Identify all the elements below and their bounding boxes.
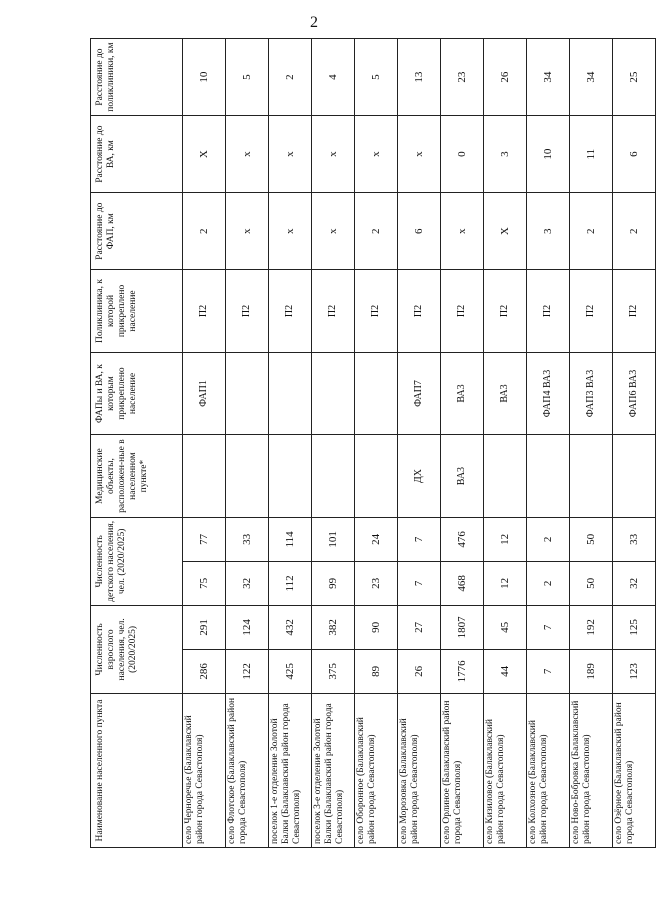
cell-name: село Кизиловое (Балаклавский район города Севастополя): [484, 693, 527, 847]
page-number: 2: [310, 14, 318, 31]
cell-fap-va: [269, 352, 312, 435]
cell-dist-va: 11: [570, 116, 613, 193]
cell-polyclinic: П2: [441, 270, 484, 353]
cell-name: село Колхозное (Балаклавский район города Севастополя): [527, 693, 570, 847]
cell-medical: [355, 435, 398, 518]
cell-child-2025: 2: [527, 517, 570, 561]
cell-name: село Черноречье (Балаклавский район города Севастополя): [183, 693, 226, 847]
cell-dist-va: Х: [183, 116, 226, 193]
cell-polyclinic: П2: [312, 270, 355, 353]
cell-fap-va: ВА3: [484, 352, 527, 435]
settlements-table: [90, 38, 656, 848]
cell-adult-2025: 432: [269, 605, 312, 649]
header-dist-poly: Расстояние до поликлиники, км: [91, 39, 183, 116]
cell-name: село Оборонное (Балаклавский район города Севастополя): [355, 693, 398, 847]
header-dist-va: Расстояние до ВА, км: [91, 116, 183, 193]
cell-dist-fap: х: [226, 193, 269, 270]
cell-medical: [613, 435, 656, 518]
cell-dist-fap: х: [441, 193, 484, 270]
cell-fap-va: [226, 352, 269, 435]
cell-adult-2025: 45: [484, 605, 527, 649]
cell-dist-fap: 6: [398, 193, 441, 270]
cell-child-2025: 12: [484, 517, 527, 561]
cell-adult-2020: 7: [527, 649, 570, 693]
cell-child-2025: 33: [226, 517, 269, 561]
cell-fap-va: ФАП4 ВА3: [527, 352, 570, 435]
cell-polyclinic: П2: [355, 270, 398, 353]
cell-adult-2025: 382: [312, 605, 355, 649]
cell-adult-2020: 286: [183, 649, 226, 693]
cell-dist-fap: 2: [613, 193, 656, 270]
cell-adult-2025: 27: [398, 605, 441, 649]
cell-child-2025: 114: [269, 517, 312, 561]
table-row: [226, 39, 269, 848]
cell-child-2020: 12: [484, 561, 527, 605]
header-name: Наименование населенного пункта: [91, 693, 183, 847]
cell-dist-poly: 13: [398, 39, 441, 116]
cell-child-2020: 23: [355, 561, 398, 605]
cell-fap-va: ФАП1: [183, 352, 226, 435]
cell-polyclinic: П2: [613, 270, 656, 353]
cell-medical: [312, 435, 355, 518]
cell-medical: [269, 435, 312, 518]
cell-medical: ВА3: [441, 435, 484, 518]
cell-child-2025: 77: [183, 517, 226, 561]
table-row: [183, 39, 226, 848]
cell-dist-poly: 23: [441, 39, 484, 116]
cell-adult-2020: 189: [570, 649, 613, 693]
table-row: [269, 39, 312, 848]
cell-child-2020: 112: [269, 561, 312, 605]
cell-adult-2020: 89: [355, 649, 398, 693]
cell-child-2025: 33: [613, 517, 656, 561]
header-adult: Численность взрослого населения, чел. (2020/2025): [91, 605, 183, 693]
cell-name: село Морозовка (Балаклавский район города Севастополя): [398, 693, 441, 847]
cell-name: поселок 3-е отделение Золотой Балки (Балаклавский район города Севастополя): [312, 693, 355, 847]
cell-medical: [570, 435, 613, 518]
table-row: [441, 39, 484, 848]
cell-dist-va: 10: [527, 116, 570, 193]
settlements-table-rotated: [90, 38, 640, 848]
cell-child-2025: 50: [570, 517, 613, 561]
cell-name: село Ново-Бобровка (Балаклавский район города Севастополя): [570, 693, 613, 847]
cell-medical: [484, 435, 527, 518]
cell-dist-poly: 2: [269, 39, 312, 116]
table-row: [355, 39, 398, 848]
cell-child-2020: 7: [398, 561, 441, 605]
header-polyclinic: Поликлиника, к которой прикреплено население: [91, 270, 183, 353]
cell-child-2020: 32: [613, 561, 656, 605]
cell-adult-2020: 425: [269, 649, 312, 693]
header-row: [91, 39, 183, 848]
cell-dist-fap: 2: [570, 193, 613, 270]
table-row: [312, 39, 355, 848]
cell-medical: [527, 435, 570, 518]
cell-polyclinic: П2: [484, 270, 527, 353]
cell-fap-va: [312, 352, 355, 435]
cell-dist-poly: 4: [312, 39, 355, 116]
table-row: [570, 39, 613, 848]
cell-polyclinic: П2: [226, 270, 269, 353]
cell-adult-2025: 124: [226, 605, 269, 649]
cell-dist-fap: Х: [484, 193, 527, 270]
cell-adult-2020: 123: [613, 649, 656, 693]
cell-child-2020: 468: [441, 561, 484, 605]
cell-adult-2025: 1807: [441, 605, 484, 649]
table-row: [484, 39, 527, 848]
header-medical: Медицинские объекты, расположен-ные в населенном пункте*: [91, 435, 183, 518]
cell-dist-va: х: [312, 116, 355, 193]
cell-dist-poly: 10: [183, 39, 226, 116]
cell-adult-2020: 1776: [441, 649, 484, 693]
cell-dist-va: х: [355, 116, 398, 193]
table-row: [613, 39, 656, 848]
cell-polyclinic: П2: [527, 270, 570, 353]
header-fap-va: ФАПы и ВА, к которым прикреплено население: [91, 352, 183, 435]
cell-dist-poly: 5: [355, 39, 398, 116]
cell-dist-fap: 3: [527, 193, 570, 270]
cell-child-2025: 7: [398, 517, 441, 561]
cell-dist-fap: х: [269, 193, 312, 270]
cell-fap-va: ВА3: [441, 352, 484, 435]
cell-dist-poly: 26: [484, 39, 527, 116]
cell-name: поселок 1-е отделение Золотой Балки (Балаклавский район города Севастополя): [269, 693, 312, 847]
cell-medical: ДХ: [398, 435, 441, 518]
cell-adult-2020: 26: [398, 649, 441, 693]
cell-dist-poly: 34: [570, 39, 613, 116]
cell-adult-2025: 125: [613, 605, 656, 649]
cell-medical: [226, 435, 269, 518]
table-row: [527, 39, 570, 848]
cell-dist-fap: 2: [355, 193, 398, 270]
cell-child-2025: 476: [441, 517, 484, 561]
cell-adult-2025: 291: [183, 605, 226, 649]
cell-polyclinic: П2: [570, 270, 613, 353]
cell-child-2020: 32: [226, 561, 269, 605]
cell-fap-va: [355, 352, 398, 435]
cell-child-2020: 2: [527, 561, 570, 605]
cell-adult-2025: 7: [527, 605, 570, 649]
cell-dist-fap: х: [312, 193, 355, 270]
header-child: Численность детского населения, чел. (2020/2025): [91, 517, 183, 605]
cell-adult-2025: 192: [570, 605, 613, 649]
cell-polyclinic: П2: [398, 270, 441, 353]
cell-name: село Орлиное (Балаклавский район города Севастополя): [441, 693, 484, 847]
cell-polyclinic: П2: [269, 270, 312, 353]
cell-adult-2020: 122: [226, 649, 269, 693]
cell-fap-va: ФАП3 ВА3: [570, 352, 613, 435]
cell-child-2020: 50: [570, 561, 613, 605]
cell-dist-poly: 25: [613, 39, 656, 116]
cell-child-2025: 101: [312, 517, 355, 561]
cell-fap-va: ФАП6 ВА3: [613, 352, 656, 435]
cell-dist-va: 0: [441, 116, 484, 193]
cell-dist-poly: 34: [527, 39, 570, 116]
cell-dist-va: 3: [484, 116, 527, 193]
cell-adult-2020: 44: [484, 649, 527, 693]
cell-medical: [183, 435, 226, 518]
header-dist-fap: Расстояние до ФАП, км: [91, 193, 183, 270]
cell-child-2020: 75: [183, 561, 226, 605]
cell-child-2025: 24: [355, 517, 398, 561]
cell-dist-va: х: [226, 116, 269, 193]
cell-adult-2025: 90: [355, 605, 398, 649]
cell-polyclinic: П2: [183, 270, 226, 353]
cell-fap-va: ФАП7: [398, 352, 441, 435]
cell-dist-poly: 5: [226, 39, 269, 116]
cell-name: село Озёрное (Балаклавский район города Севастополя): [613, 693, 656, 847]
cell-dist-va: х: [269, 116, 312, 193]
cell-dist-va: х: [398, 116, 441, 193]
cell-dist-fap: 2: [183, 193, 226, 270]
cell-dist-va: 6: [613, 116, 656, 193]
cell-adult-2020: 375: [312, 649, 355, 693]
cell-child-2020: 99: [312, 561, 355, 605]
cell-name: село Флотское (Балаклавский район города Севастополя): [226, 693, 269, 847]
table-row: [398, 39, 441, 848]
